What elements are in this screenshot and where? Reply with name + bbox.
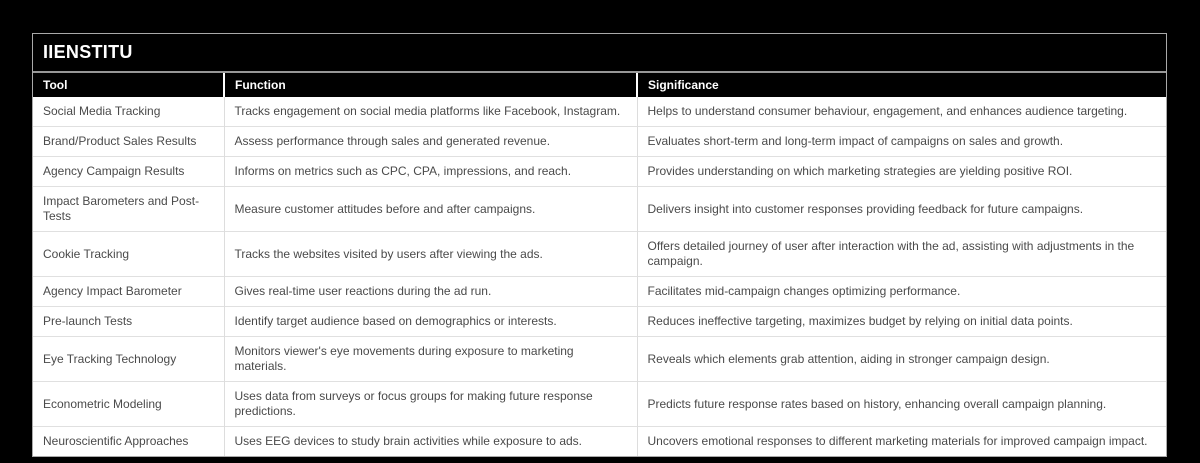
table-row bbox=[33, 307, 1166, 337]
table-row bbox=[33, 427, 1166, 457]
tool-cell: Brand/Product Sales Results bbox=[33, 127, 224, 157]
tool-cell: Cookie Tracking bbox=[33, 232, 224, 277]
function-cell: Measure customer attitudes before and after campaigns. bbox=[224, 187, 637, 232]
marketing-tools-table bbox=[33, 73, 1166, 456]
tool-cell: Econometric Modeling bbox=[33, 382, 224, 427]
table-row bbox=[33, 277, 1166, 307]
function-cell: Uses data from surveys or focus groups for making future response predictions. bbox=[224, 382, 637, 427]
table-body bbox=[33, 97, 1166, 456]
significance-cell: Evaluates short-term and long-term impact of campaigns on sales and growth. bbox=[637, 127, 1166, 157]
brand-title: IIENSTITU bbox=[33, 34, 1166, 73]
table-row bbox=[33, 97, 1166, 127]
table-header bbox=[33, 73, 1166, 97]
table-row bbox=[33, 157, 1166, 187]
function-cell: Tracks engagement on social media platforms like Facebook, Instagram. bbox=[224, 97, 637, 127]
function-cell: Monitors viewer's eye movements during exposure to marketing materials. bbox=[224, 337, 637, 382]
significance-cell: Predicts future response rates based on history, enhancing overall campaign planning. bbox=[637, 382, 1166, 427]
significance-cell: Offers detailed journey of user after interaction with the ad, assisting with adjustments in the campaign. bbox=[637, 232, 1166, 277]
tool-cell: Agency Campaign Results bbox=[33, 157, 224, 187]
significance-cell: Delivers insight into customer responses providing feedback for future campaigns. bbox=[637, 187, 1166, 232]
column-header-tool: Tool bbox=[33, 73, 224, 97]
significance-cell: Facilitates mid-campaign changes optimizing performance. bbox=[637, 277, 1166, 307]
function-cell: Assess performance through sales and generated revenue. bbox=[224, 127, 637, 157]
tool-cell: Neuroscientific Approaches bbox=[33, 427, 224, 457]
column-header-function: Function bbox=[224, 73, 637, 97]
table-row bbox=[33, 187, 1166, 232]
table-row bbox=[33, 232, 1166, 277]
function-cell: Tracks the websites visited by users after viewing the ads. bbox=[224, 232, 637, 277]
table-row bbox=[33, 382, 1166, 427]
table-card bbox=[32, 33, 1167, 457]
significance-cell: Uncovers emotional responses to different marketing materials for improved campaign impact. bbox=[637, 427, 1166, 457]
function-cell: Gives real-time user reactions during the ad run. bbox=[224, 277, 637, 307]
tool-cell: Agency Impact Barometer bbox=[33, 277, 224, 307]
significance-cell: Reduces ineffective targeting, maximizes budget by relying on initial data points. bbox=[637, 307, 1166, 337]
tool-cell: Pre-launch Tests bbox=[33, 307, 224, 337]
significance-cell: Reveals which elements grab attention, aiding in stronger campaign design. bbox=[637, 337, 1166, 382]
header-row bbox=[33, 73, 1166, 97]
significance-cell: Provides understanding on which marketing strategies are yielding positive ROI. bbox=[637, 157, 1166, 187]
table-row bbox=[33, 127, 1166, 157]
table-row bbox=[33, 337, 1166, 382]
tool-cell: Social Media Tracking bbox=[33, 97, 224, 127]
column-header-significance: Significance bbox=[637, 73, 1166, 97]
function-cell: Informs on metrics such as CPC, CPA, impressions, and reach. bbox=[224, 157, 637, 187]
function-cell: Identify target audience based on demographics or interests. bbox=[224, 307, 637, 337]
tool-cell: Impact Barometers and Post-Tests bbox=[33, 187, 224, 232]
tool-cell: Eye Tracking Technology bbox=[33, 337, 224, 382]
function-cell: Uses EEG devices to study brain activities while exposure to ads. bbox=[224, 427, 637, 457]
significance-cell: Helps to understand consumer behaviour, engagement, and enhances audience targeting. bbox=[637, 97, 1166, 127]
